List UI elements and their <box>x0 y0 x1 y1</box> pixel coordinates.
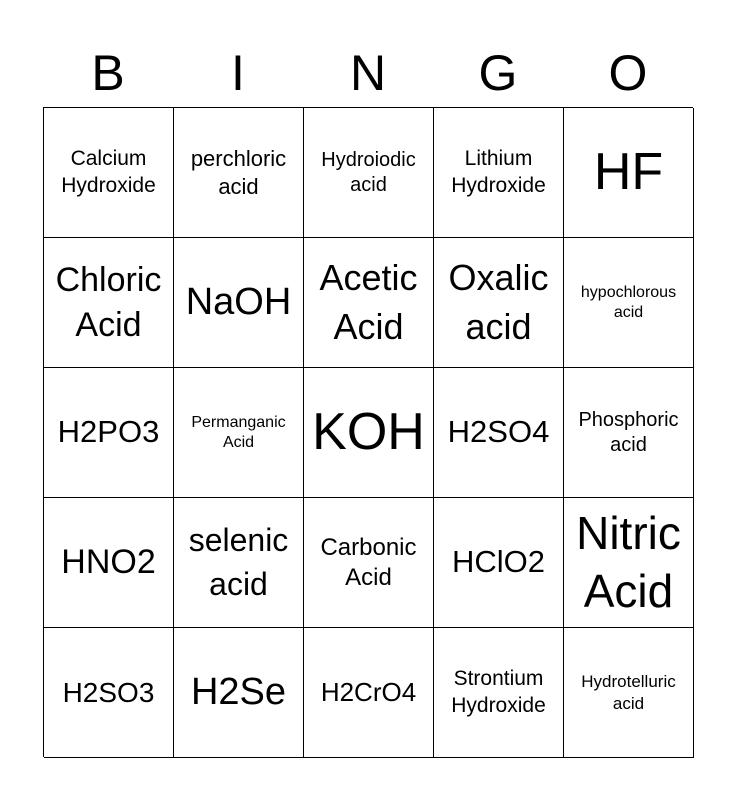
bingo-cell[interactable]: H2SO4 <box>434 368 564 498</box>
bingo-cell[interactable]: Chloric Acid <box>44 238 174 368</box>
bingo-cell[interactable]: H2SO3 <box>44 628 174 758</box>
bingo-cell[interactable]: HF <box>564 108 694 238</box>
header-letter-i: I <box>231 45 245 101</box>
bingo-cell[interactable]: Hydrotelluric acid <box>564 628 694 758</box>
bingo-cell[interactable]: H2PO3 <box>44 368 174 498</box>
header-letter-n: N <box>349 45 387 101</box>
header-letter-g: G <box>478 45 518 101</box>
bingo-cell[interactable]: Oxalic acid <box>434 238 564 368</box>
bingo-grid <box>43 107 693 757</box>
bingo-cell[interactable]: Permanganic Acid <box>174 368 304 498</box>
bingo-cell[interactable]: Phosphoric acid <box>564 368 694 498</box>
bingo-cell[interactable]: selenic acid <box>174 498 304 628</box>
bingo-cell[interactable]: Nitric Acid <box>564 498 694 628</box>
header-letter-b: B <box>91 45 125 101</box>
bingo-cell[interactable]: Hydroiodic acid <box>304 108 434 238</box>
bingo-cell[interactable]: H2CrO4 <box>304 628 434 758</box>
bingo-cell[interactable]: NaOH <box>174 238 304 368</box>
header-letter-o: O <box>608 45 648 101</box>
bingo-cell[interactable]: Calcium Hydroxide <box>44 108 174 238</box>
bingo-cell[interactable]: hypochlorous acid <box>564 238 694 368</box>
bingo-cell[interactable]: H2Se <box>174 628 304 758</box>
bingo-cell[interactable]: HNO2 <box>44 498 174 628</box>
bingo-cell[interactable]: Acetic Acid <box>304 238 434 368</box>
bingo-header <box>43 40 693 106</box>
bingo-cell[interactable]: Strontium Hydroxide <box>434 628 564 758</box>
bingo-cell[interactable]: perchloric acid <box>174 108 304 238</box>
bingo-cell[interactable]: Lithium Hydroxide <box>434 108 564 238</box>
bingo-cell[interactable]: KOH <box>304 368 434 498</box>
bingo-cell[interactable]: HClO2 <box>434 498 564 628</box>
bingo-cell[interactable]: Carbonic Acid <box>304 498 434 628</box>
